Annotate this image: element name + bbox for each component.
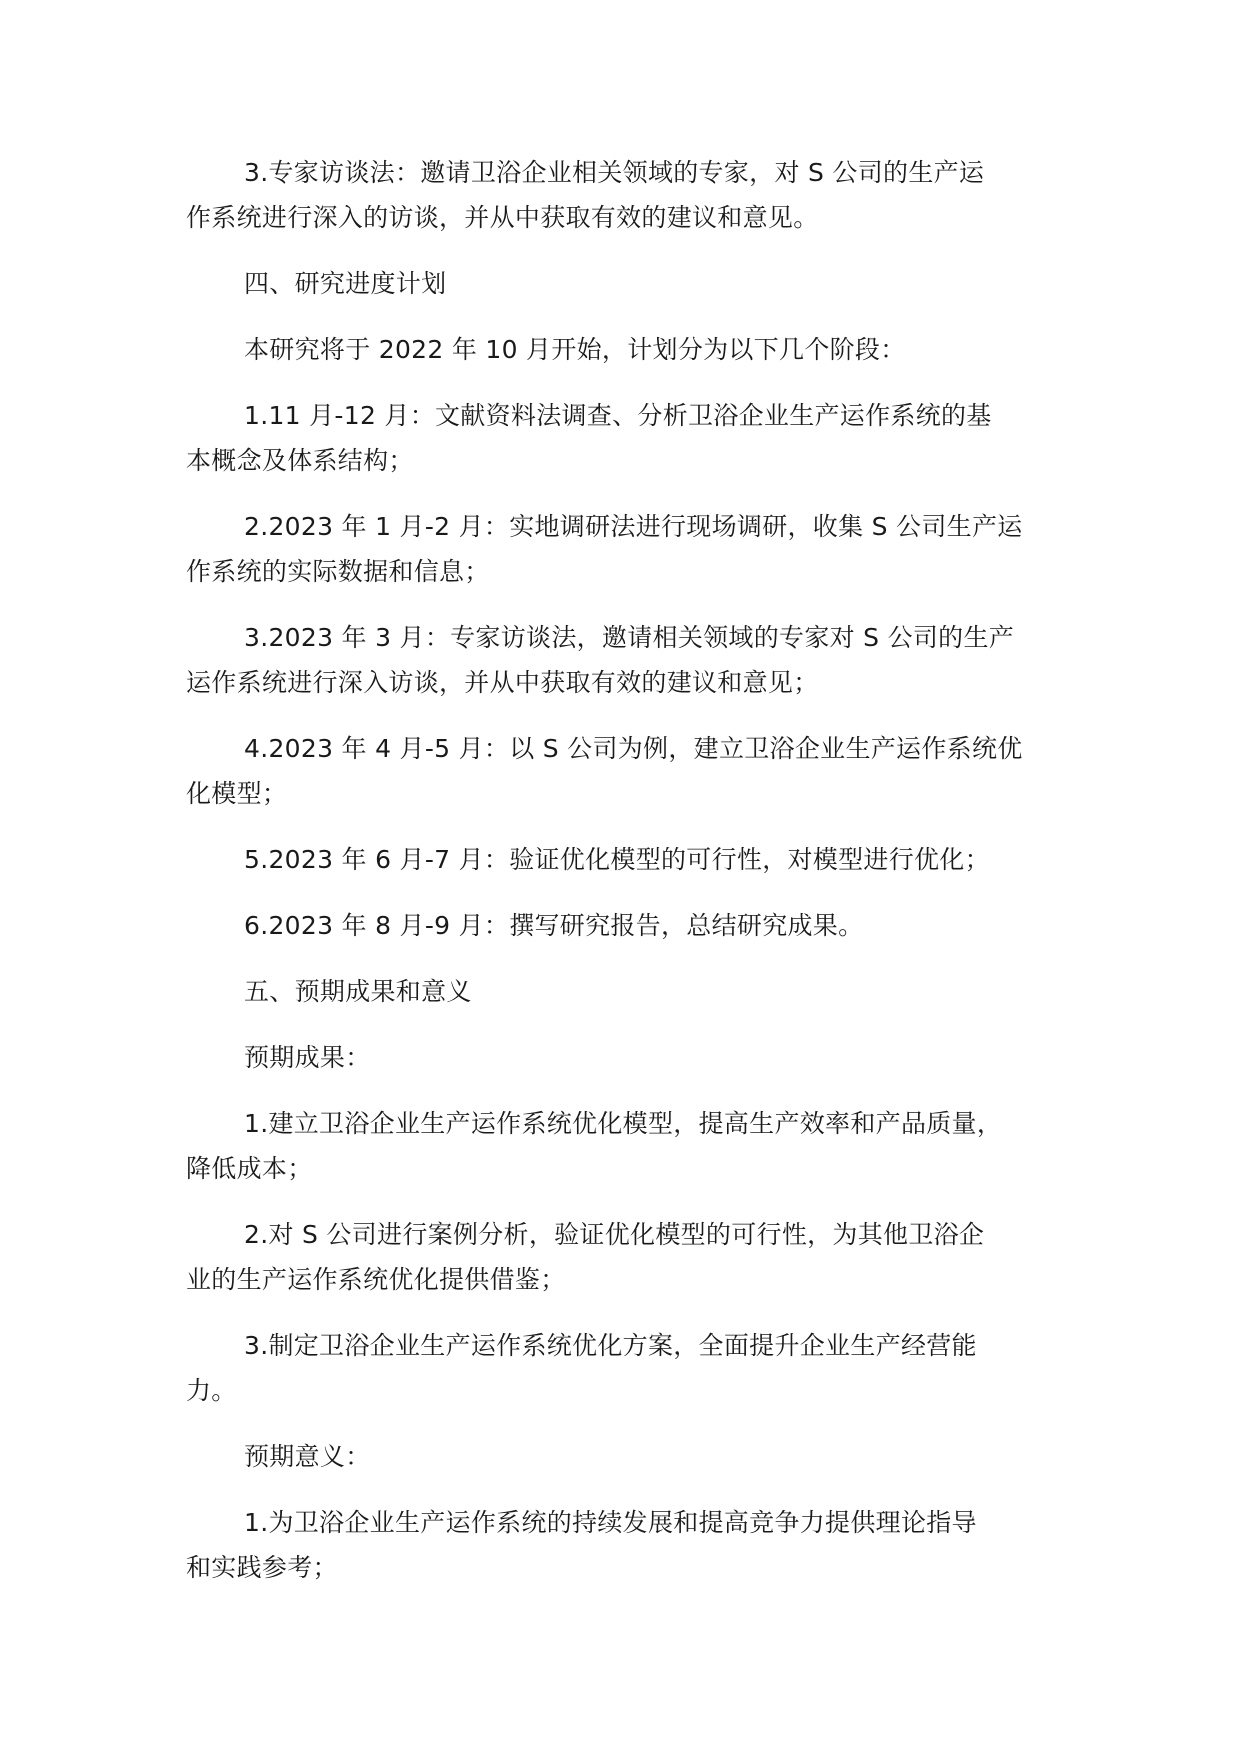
paragraph-line: 1.11 月-12 月：文献资料法调查、分析卫浴企业生产运作系统的基 [244,401,992,430]
paragraph-line: 作系统的实际数据和信息； [186,557,490,586]
paragraph-line: 降低成本； [186,1154,313,1183]
heading-text: 四、研究进度计划 [244,269,447,298]
paragraph-line: 2.对 S 公司进行案例分析，验证优化模型的可行性，为其他卫浴企 [244,1220,985,1249]
section-heading-expected-results [186,969,1091,1014]
paragraph-line: 4.2023 年 4 月-5 月：以 S 公司为例，建立卫浴企业生产运作系统优 [244,734,1023,763]
schedule-item-6 [186,903,1091,948]
paragraph-line: 1.为卫浴企业生产运作系统的持续发展和提高竞争力提供理论指导 [244,1508,977,1537]
paragraph-line: 力。 [186,1376,237,1405]
significance-item-1 [186,1500,1091,1590]
paragraph-line: 运作系统进行深入访谈，并从中获取有效的建议和意见； [186,668,819,697]
paragraph-line: 本研究将于 2022 年 10 月开始，计划分为以下几个阶段： [244,335,906,364]
paragraph-schedule-intro [186,327,1091,372]
schedule-item-5 [186,837,1091,882]
heading-text: 五、预期成果和意义 [244,977,472,1006]
outcome-item-2 [186,1212,1091,1302]
subheading-text: 预期成果： [244,1043,371,1072]
paragraph-line: 3.2023 年 3 月：专家访谈法，邀请相关领域的专家对 S 公司的生产 [244,623,1015,652]
paragraph-line: 业的生产运作系统优化提供借鉴； [186,1265,566,1294]
paragraph-line: 本概念及体系结构； [186,446,414,475]
paragraph-expert-interview-method [186,150,1091,240]
subheading-expected-outcomes [186,1035,1091,1080]
paragraph-line: 1.建立卫浴企业生产运作系统优化模型，提高生产效率和产品质量， [244,1109,1003,1138]
schedule-item-4 [186,726,1091,816]
paragraph-line: 5.2023 年 6 月-7 月：验证优化模型的可行性，对模型进行优化； [244,845,990,874]
outcome-item-3 [186,1323,1091,1413]
paragraph-line: 2.2023 年 1 月-2 月：实地调研法进行现场调研，收集 S 公司生产运 [244,512,1023,541]
paragraph-line: 和实践参考； [186,1553,338,1582]
schedule-item-2 [186,504,1091,594]
paragraph-line: 3.制定卫浴企业生产运作系统优化方案，全面提升企业生产经营能 [244,1331,977,1360]
schedule-item-1 [186,393,1091,483]
paragraph-line: 6.2023 年 8 月-9 月：撰写研究报告，总结研究成果。 [244,911,864,940]
subheading-text: 预期意义： [244,1442,371,1471]
outcome-item-1 [186,1101,1091,1191]
section-heading-schedule [186,261,1091,306]
subheading-expected-significance [186,1434,1091,1479]
paragraph-line: 作系统进行深入的访谈，并从中获取有效的建议和意见。 [186,203,819,232]
paragraph-line: 化模型； [186,779,288,808]
document-page [186,150,1091,1611]
schedule-item-3 [186,615,1091,705]
paragraph-line: 3.专家访谈法：邀请卫浴企业相关领域的专家，对 S 公司的生产运 [244,158,985,187]
